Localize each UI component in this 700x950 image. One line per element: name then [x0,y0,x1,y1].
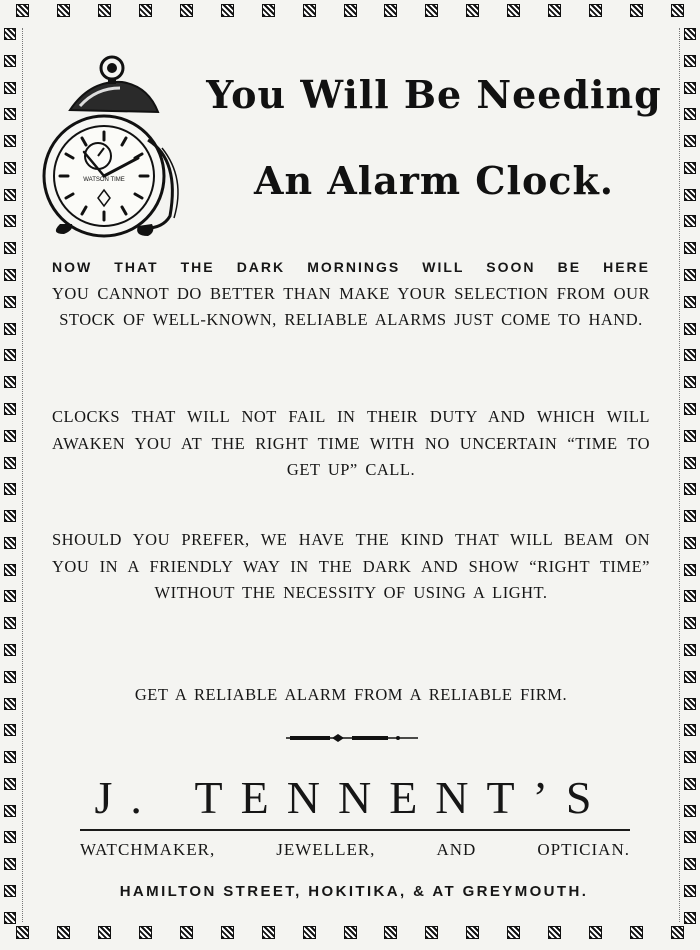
border-ornament [684,189,696,201]
border-ornament [4,242,16,254]
border-ornament [4,831,16,843]
border-ornament [684,269,696,281]
border-ornament [4,858,16,870]
border-ornament [684,778,696,790]
border-ornament [684,82,696,94]
border-ornament [684,671,696,683]
border-ornament [262,926,275,939]
border-ornament [4,564,16,576]
border-ornament [16,926,29,939]
border-ornament [303,4,316,17]
border-ornament [425,926,438,939]
border-ornament [684,242,696,254]
border-ornament [684,135,696,147]
border-ornament [684,483,696,495]
paragraph-3: SHOULD YOU PREFER, WE HAVE THE KIND THAT WILL BEAM ON YOU IN A FRIENDLY WAY IN THE DARK AND SHOW “RIGHT TIME” WITHOUT THE NECESSITY OF USING A LIGHT. [52,530,650,602]
border-ornament [4,349,16,361]
border-ornament [57,4,70,17]
border-ornament [466,926,479,939]
border-ornament [4,483,16,495]
border-ornament [4,885,16,897]
paragraph-1-body: YOU CANNOT DO BETTER THAN MAKE YOUR SELECTION FROM OUR STOCK OF WELL-KNOWN, RELIABLE ALARMS JUST COME TO HAND. [52,283,650,329]
border-ornament [684,831,696,843]
border-ornament [4,537,16,549]
border-ornament [684,403,696,415]
border-ornament [466,4,479,17]
trade-jeweller: JEWELLER, [276,840,376,859]
border-ornament [630,4,643,17]
border-ornament [4,189,16,201]
border-ornament [684,537,696,549]
border-ornament [139,926,152,939]
border-ornament [139,4,152,17]
border-ornament [684,885,696,897]
paragraph-4: GET A RELIABLE ALARM FROM A RELIABLE FIRM. [134,685,568,704]
border-ornament [4,403,16,415]
border-ornament [4,590,16,602]
border-ornament [221,4,234,17]
border-ornament [4,644,16,656]
border-ornament [4,457,16,469]
firm-name: J. TENNENT’S [94,772,610,823]
border-ornament [684,215,696,227]
border-ornament [684,296,696,308]
border-ornament [4,617,16,629]
border-ornament [684,28,696,40]
firm-rule [80,829,630,831]
border-ornament [630,926,643,939]
border-ornament [671,4,684,17]
trades-line [80,840,630,860]
border-ornament [4,671,16,683]
border-ornament [98,926,111,939]
trade-watchmaker: WATCHMAKER, [80,840,216,859]
border-ornament [4,108,16,120]
border-ornament [4,698,16,710]
border-ornament [4,510,16,522]
border-ornament [4,778,16,790]
border-ornament [684,564,696,576]
border-ornament [4,724,16,736]
border-ornament [684,858,696,870]
border-ornament [4,215,16,227]
border-ornament [684,430,696,442]
border-ornament [4,55,16,67]
border-bottom [16,926,684,948]
border-right [680,28,700,924]
paragraph-1-lead: NOW THAT THE DARK MORNINGS WILL SOON BE HERE [52,259,650,275]
border-left [0,28,20,924]
border-ornament [4,376,16,388]
border-ornament [684,751,696,763]
border-ornament [684,698,696,710]
border-ornament [4,135,16,147]
border-ornament [4,912,16,924]
border-ornament [4,28,16,40]
border-ornament [684,912,696,924]
border-ornament [684,617,696,629]
trade-optician: OPTICIAN. [537,840,630,859]
border-ornament [4,751,16,763]
border-ornament [684,510,696,522]
border-ornament [684,805,696,817]
border-ornament [684,590,696,602]
border-ornament [548,4,561,17]
border-ornament [384,926,397,939]
border-ornament [262,4,275,17]
border-ornament [4,269,16,281]
border-ornament [507,4,520,17]
border-ornament [684,323,696,335]
dial-text: WATSON TIME [83,177,125,183]
border-ornament [548,926,561,939]
border-ornament [684,55,696,67]
trade-conjunction: AND [436,840,477,859]
headline-line-1: You Will Be Needing [206,72,662,117]
border-ornament [589,4,602,17]
border-ornament [507,926,520,939]
alarm-clock-icon [30,48,195,238]
border-ornament [57,926,70,939]
border-ornament [180,926,193,939]
border-ornament [98,4,111,17]
border-ornament [4,323,16,335]
border-ornament [384,4,397,17]
border-ornament [684,376,696,388]
border-ornament [4,162,16,174]
border-ornament [684,108,696,120]
border-ornament [221,926,234,939]
border-ornament [4,82,16,94]
border-ornament [425,4,438,17]
border-ornament [4,296,16,308]
border-ornament [303,926,316,939]
border-ornament [16,4,29,17]
border-ornament [589,926,602,939]
border-ornament [344,4,357,17]
paragraph-1 [52,254,650,334]
border-ornament [671,926,684,939]
border-ornament [344,926,357,939]
ornamental-divider [286,733,418,743]
border-ornament [684,457,696,469]
border-ornament [4,805,16,817]
border-ornament [684,644,696,656]
headline-line-2: An Alarm Clock. [253,158,615,203]
border-ornament [684,349,696,361]
border-ornament [180,4,193,17]
border-top [16,4,684,26]
border-ornament [684,162,696,174]
firm-address: HAMILTON STREET, HOKITIKA, & AT GREYMOUTH. [119,883,589,900]
paragraph-2: CLOCKS THAT WILL NOT FAIL IN THEIR DUTY AND WHICH WILL AWAKEN YOU AT THE RIGHT TIME WITH NO UNCERTAIN “TIME TO GET UP” CALL. [52,407,650,479]
border-ornament [684,724,696,736]
border-ornament [4,430,16,442]
